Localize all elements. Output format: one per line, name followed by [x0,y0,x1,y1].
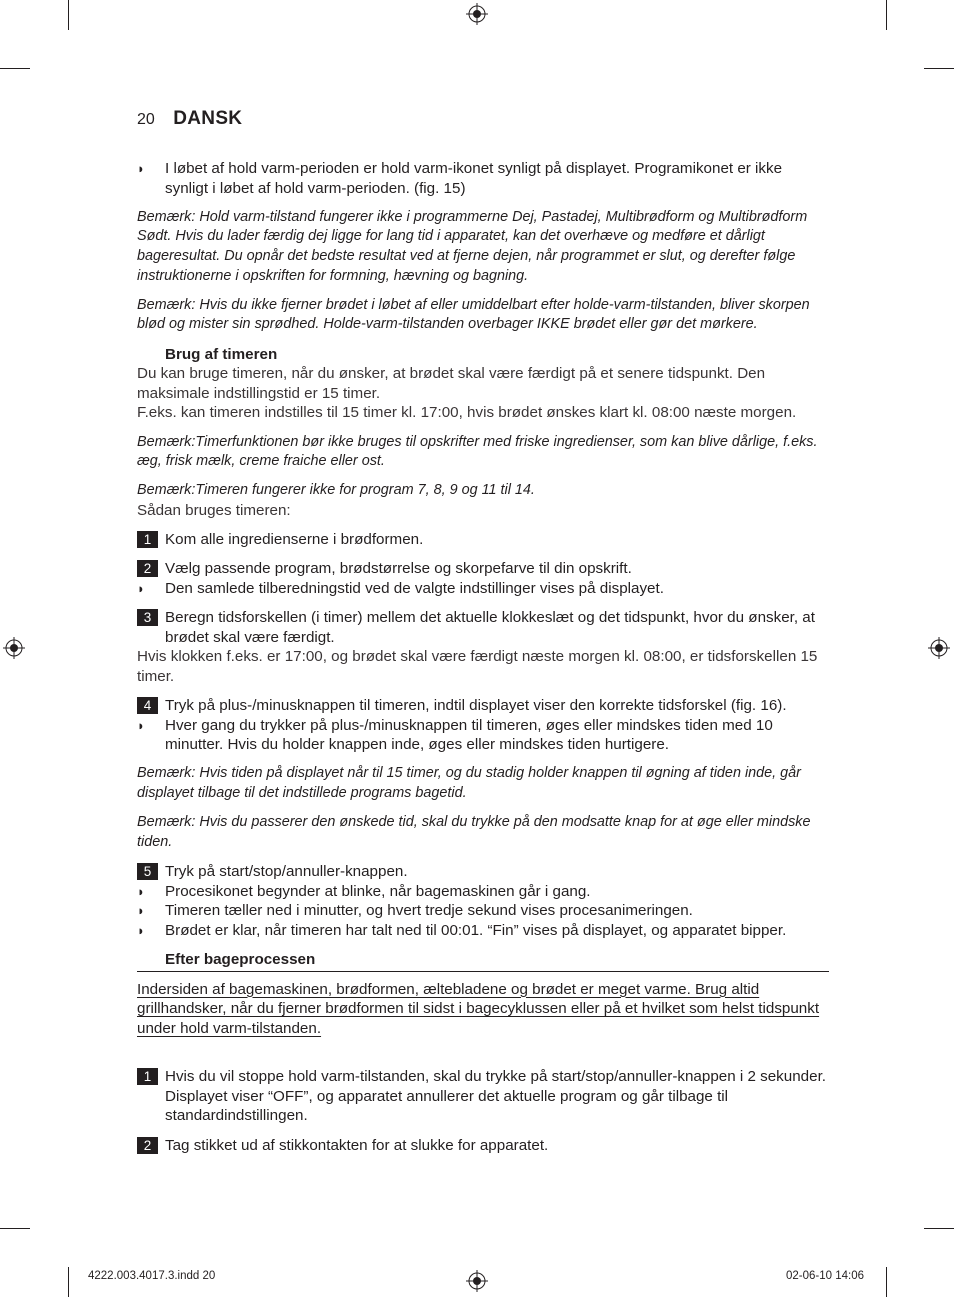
step-text: Tag stikket ud af stikkontakten for at slukke for apparatet. [165,1136,549,1154]
bullet-item [137,901,829,921]
note: Bemærk:Timerfunktionen bør ikke bruges til opskrifter med friske ingredienser, som kan blive dårlige, f.eks. æg, frisk mælk, creme fraiche eller ost. [137,433,818,470]
bullet-marker-icon: ◗ [137,717,145,733]
step-number-badge: 4 [137,697,158,714]
bullet-item [137,716,829,755]
crop-mark [68,1267,69,1297]
crop-mark [924,1228,954,1229]
bullet-text: Brødet er klar, når timeren har talt ned til 00:01. “Fin” vises på displayet, og apparatet bipper. [165,921,787,939]
step-text: Hvis du vil stoppe hold varm-tilstanden, skal du trykke på start/stop/annuller-knappen i 2 sekunder. Displayet viser “OFF”, og apparatet annullerer det aktuelle program og går tilbage til standardindstillingen. [165,1068,827,1125]
bullet-item [137,579,829,599]
footer-date-time: 02-06-10 14:06 [786,1270,865,1282]
footer-file-info: 4222.003.4017.3.indd 20 [88,1270,216,1282]
bullet-text: Den samlede tilberedningstid ved de valgte indstillinger vises på displayet. [165,579,664,597]
registration-mark-icon [3,637,25,659]
step-number-badge: 5 [137,863,158,880]
crop-mark [68,0,69,30]
page-body [137,159,829,1155]
bullet-marker-icon: ◗ [137,161,145,176]
bullet-text: Procesikonet begynder at blinke, når bagemaskinen går i gang. [165,882,591,900]
step-item [137,559,829,579]
section-title: DANSK [173,108,243,129]
subheading-after-baking: Efter bageprocessen [137,950,829,972]
step-item [137,862,829,882]
registration-mark-icon [466,3,488,25]
step-item [137,1067,829,1126]
step-number-badge: 1 [137,1068,158,1085]
note: Bemærk: Hold varm-tilstand fungerer ikke i programmerne Dej, Pastadej, Multibrødform og Multibrødform Sødt. Hvis du lader færdig dej ligge for lang tid i apparatet, kan det overhæve og medføre et dårligt bageresultat. Du opnår det bedste resultat ved at fjerne dejen, når programmet er slut, og derefter følge instruktionerne i opskriften for formning, hævning og bagning. [137,208,808,284]
crop-mark [0,1228,30,1229]
bullet-text: I løbet af hold varm-perioden er hold varm-ikonet synligt på displayet. Programikonet er ikke synligt i løbet af hold varm-perioden. (fig. 15) [165,160,783,197]
bullet-text: Hver gang du trykker på plus-/minusknappen til timeren, øges eller mindskes tiden med 10 minutter. Hvis du holder knappen inde, øges eller mindskes tiden hurtigere. [165,716,773,754]
step-number-badge: 2 [137,1137,158,1154]
note: Bemærk:Timeren fungerer ikke for program 7, 8, 9 og 11 til 14. [137,482,535,499]
step-item [137,608,829,647]
registration-mark-icon [928,637,950,659]
step-number-badge: 2 [137,560,158,577]
warning-text: Indersiden af bagemaskinen, brødformen, æltebladene og brødet er meget varme. Brug altid grillhandsker, når du fjerner brødformen til sidst i bagecyklussen eller på et hvilket som helst tidspunkt under hold varm-tilstanden. [137,980,820,1037]
crop-mark [886,1267,887,1297]
bullet-item [137,882,829,902]
step-text: Vælg passende program, brødstørrelse og skorpefarve til din opskrift. [165,560,632,578]
page-header [137,108,242,132]
bullet-item [137,159,829,198]
step-text: Kom alle ingredienserne i brødformen. [165,531,424,549]
bullet-text: Timeren tæller ned i minutter, og hvert tredje sekund vises procesanimeringen. [165,902,693,920]
bullet-marker-icon: ◗ [137,903,145,919]
paragraph: Hvis klokken f.eks. er 17:00, og brødet skal være færdigt næste morgen kl. 08:00, er tidsforskellen 15 timer. [137,648,818,685]
step-number-badge: 3 [137,609,158,626]
bullet-marker-icon: ◗ [137,922,145,938]
step-text: Tryk på plus-/minusknappen til timeren, indtil displayet viser den korrekte tidsforskel (fig. 16). [165,697,787,714]
crop-mark [886,0,887,30]
note: Bemærk: Hvis tiden på displayet når til 15 timer, og du stadig holder knappen til øgning af tiden inde, går displayet tilbage til det indstillede programs bagetid. [137,765,801,801]
paragraph: Sådan bruges timeren: [137,501,291,519]
crop-mark [924,68,954,69]
step-item [137,530,829,550]
paragraph: Du kan bruge timeren, når du ønsker, at brødet skal være færdigt på et senere tidspunkt. Den maksimale indstillingstid er 15 timer. [137,365,766,402]
paragraph: F.eks. kan timeren indstilles til 15 timer kl. 17:00, hvis brødet ønskes klart kl. 08:00 næste morgen. [137,404,797,422]
step-item [137,1136,829,1156]
step-text: Tryk på start/stop/annuller-knappen. [165,862,408,880]
step-text: Beregn tidsforskellen (i timer) mellem det aktuelle klokkeslæt og det tidspunkt, hvor du ønsker, at brødet skal være færdigt. [165,609,815,646]
registration-mark-icon [466,1270,488,1292]
step-item [137,696,829,716]
step-number-badge: 1 [137,531,158,548]
subheading-timer: Brug af timeren [165,345,278,363]
bullet-marker-icon: ◗ [137,580,145,596]
bullet-marker-icon: ◗ [137,883,145,899]
bullet-item [137,921,829,941]
note: Bemærk: Hvis du passerer den ønskede tid, skal du trykke på den modsatte knap for at øge eller mindske tiden. [137,814,811,850]
note: Bemærk: Hvis du ikke fjerner brødet i løbet af eller umiddelbart efter holde-varm-tilstanden, bliver skorpen blød og mister sin sprødhed. Holde-varm-tilstanden overbager IKKE brødet eller gør det mørkere. [137,296,810,333]
crop-mark [0,68,30,69]
page-number: 20 [137,111,155,128]
